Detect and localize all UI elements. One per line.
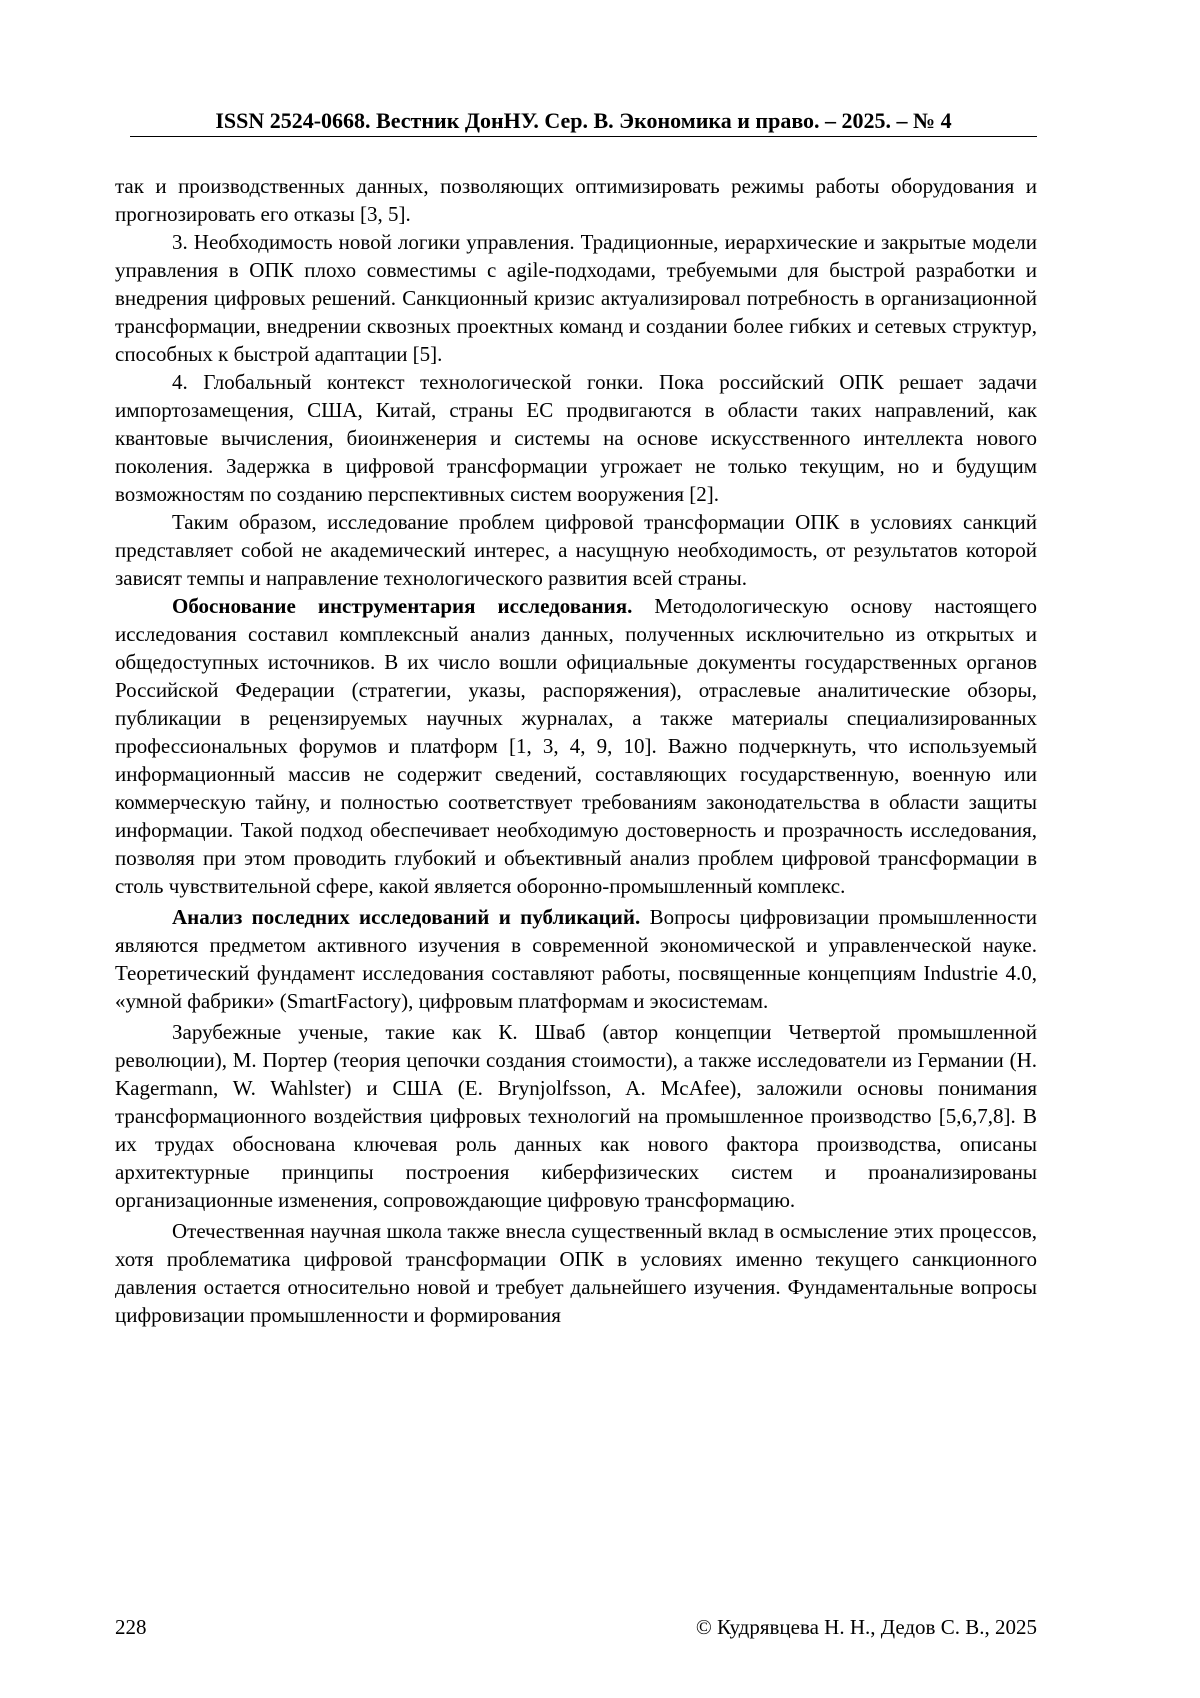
paragraph-text: 3. Необходимость новой логики управления. Традиционные, иерархические и закрытые модели управления в ОПК плохо совместимы с agile-подходами, требуемыми для быстрой разработки и внедрения цифровых решений. Санкционный кризис актуализировал потребность в организационной трансформации, внедрении сквозных проектных команд и создании более гибких и сетевых структур, способных к быстрой адаптации [5]. [115, 230, 1037, 366]
article-body [115, 172, 1037, 1329]
paragraph [115, 1217, 1037, 1329]
paragraph [115, 1018, 1037, 1214]
paragraph-text: 4. Глобальный контекст технологической гонки. Пока российский ОПК решает задачи импортозамещения, США, Китай, страны ЕС продвигаются в области таких направлений, как квантовые вычисления, биоинженерия и системы на основе искусственного интеллекта нового поколения. Задержка в цифровой трансформации угрожает не только текущим, но и будущим возможностям по созданию перспективных систем вооружения [2]. [115, 370, 1037, 506]
paragraph-text: Методологическую основу настоящего исследования составил комплексный анализ данных, полученных исключительно из открытых и общедоступных источников. В их число вошли официальные документы государственных органов Российской Федерации (стратегии, указы, распоряжения), отраслевые аналитические обзоры, публикации в рецензируемых научных журналах, а также материалы специализированных профессиональных форумов и платформ [1, 3, 4, 9, 10]. Важно подчеркнуть, что используемый информационный массив не содержит сведений, составляющих государственную, военную или коммерческую тайну, и полностью соответствует требованиям законодательства в области защиты информации. Такой подход обеспечивает необходимую достоверность и прозрачность исследования, позволяя при этом проводить глубокий и объективный анализ проблем цифровой трансформации в столь чувствительной сфере, какой является оборонно-промышленный комплекс. [115, 594, 1037, 898]
section-heading: Обоснование инструментария исследования. [172, 594, 633, 618]
paragraph-text: Зарубежные ученые, такие как К. Шваб (автор концепции Четвертой промышленной революции), М. Портер (теория цепочки создания стоимости), а также исследователи из Германии (H. Kagermann, W. Wahlster) и США (E. Brynjolfsson, A. McAfee), заложили основы понимания трансформационного воздействия цифровых технологий на промышленное производство [5,6,7,8]. В их трудах обоснована ключевая роль данных как нового фактора производства, описаны архитектурные принципы построения киберфизических систем и проанализированы организационные изменения, сопровождающие цифровую трансформацию. [115, 1020, 1037, 1212]
paragraph [115, 592, 1037, 900]
paragraph [115, 172, 1037, 228]
paragraph [115, 903, 1037, 1015]
header-rule [130, 136, 1037, 137]
paragraph-text: Таким образом, исследование проблем цифровой трансформации ОПК в условиях санкций представляет собой не академический интерес, а насущную необходимость, от результатов которой зависят темпы и направление технологического развития всей страны. [115, 510, 1037, 590]
paragraph [115, 368, 1037, 508]
paragraph-text: Вопросы цифровизации промышленности являются предметом активного изучения в современной экономической и управленческой науке. Теоретический фундамент исследования составляют работы, посвященные концепциям Industrie 4.0, «умной фабрики» (SmartFactory), цифровым платформам и экосистемам. [115, 905, 1037, 1013]
page-number: 228 [115, 1615, 147, 1639]
running-header: ISSN 2524-0668. Вестник ДонНУ. Сер. В. Экономика и право. – 2025. – № 4 [215, 108, 952, 133]
paragraph [115, 508, 1037, 592]
paragraph-text: Отечественная научная школа также внесла существенный вклад в осмысление этих процессов, хотя проблематика цифровой трансформации ОПК в условиях именно текущего санкционного давления остается относительно новой и требует дальнейшего изучения. Фундаментальные вопросы цифровизации промышленности и формирования [115, 1219, 1037, 1327]
section-heading: Анализ последних исследований и публикаций. [172, 905, 641, 929]
paragraph [115, 228, 1037, 368]
copyright-notice: © Кудрявцева Н. Н., Дедов С. В., 2025 [695, 1615, 1037, 1639]
paragraph-text: так и производственных данных, позволяющих оптимизировать режимы работы оборудования и прогнозировать его отказы [3, 5]. [115, 174, 1037, 226]
